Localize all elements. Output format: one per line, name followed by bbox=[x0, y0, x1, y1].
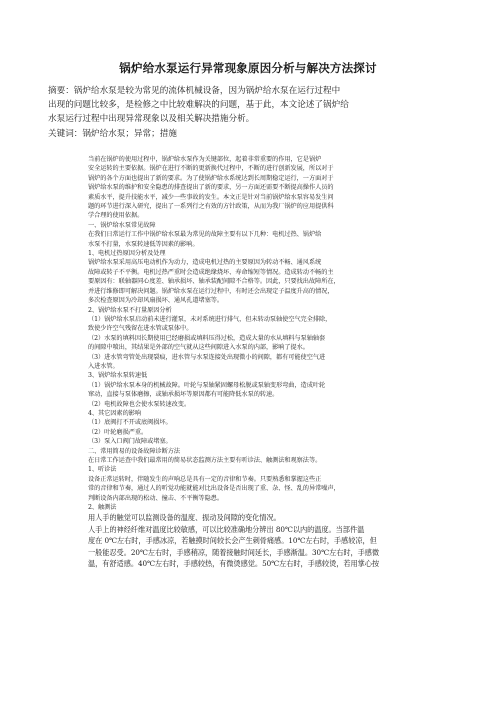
body-line: 安全运转的主要依据。锅炉在进行不断的更新换代过程中，不断的进行创新发展，所以对于 bbox=[88, 165, 334, 173]
abstract-line: 出现的问题比较多，是检修之中比较难解决的问题，基于此，本文论述了锅炉给 bbox=[48, 100, 349, 111]
body-line: 在日常工作运查中我们最常用的简易状态监测方法主要有听诊法、触测法和观察法等。 bbox=[88, 457, 322, 464]
abstract-line: 水泵运行过程中出现异常现象以及相关解决措施分析。 bbox=[48, 114, 255, 125]
abstract-line: 摘要：锅炉给水泵是较为常见的流体机械设备，因为锅炉给水泵在运行过程中 bbox=[48, 86, 341, 96]
section-heading: 一、锅炉给水泵常见故障 bbox=[88, 221, 156, 229]
body-line: （2）水泵的填料因长期使用已经磨损或填料压得过松，造成大量的水从填料与泵轴轴套 bbox=[88, 334, 326, 342]
section-heading: 1、听诊法 bbox=[88, 466, 117, 474]
body-line: （3）泵入口阀门故障或堵塞。 bbox=[88, 438, 172, 446]
body-line: 设备正常运转时，伴随发生的声响总是具有一定的音律和节奏。只要熟悉和掌握这些正 bbox=[88, 475, 322, 483]
section-heading: 二、常用简易的设备故障诊断方法 bbox=[88, 447, 181, 455]
body-line: 多次检查原因为冷却风扇损坏、通风孔道堵塞等。 bbox=[88, 297, 224, 305]
body-line: 学合理的使用依据。 bbox=[88, 212, 144, 220]
body-text bbox=[88, 155, 410, 569]
section-heading: 4、其它因素的影响 bbox=[88, 409, 141, 417]
body-line: 温，有舒适感。40℃左右时，手感较热，有微烫感觉。50℃左右时，手感较烫，若用掌心按 bbox=[88, 559, 380, 569]
body-line: 当前在锅炉的使用过程中，锅炉给水泵作为关键部位，起着非常重要的作用，它是锅炉 bbox=[88, 156, 322, 163]
section-heading: 3、锅炉给水泵转速低 bbox=[88, 372, 148, 380]
body-line: 入进水管。 bbox=[88, 362, 119, 370]
body-line: （3）进水管弯管处出现裂痕，进水管与水泵连接处出现微小的间隙，都有可能使空气进 bbox=[88, 353, 326, 361]
body-line: （1）锅炉给水泵本身的机械故障。叶轮与泵轴紧固螺母松脱或泵轴变形弯曲，造成叶轮 bbox=[88, 381, 326, 389]
body-line: 在我们日常运行工作中锅炉给水泵最为常见的故障主要有以下几种：电机过热、锅炉给 bbox=[88, 231, 322, 239]
body-line: 的间隙中喷出，其结果是外部的空气就从这些间隙进入水泵的内部，影响了提水。 bbox=[88, 344, 309, 352]
keywords-line: 关键词：锅炉给水泵；异常；措施 bbox=[48, 128, 177, 139]
body-line: 人手上的神经纤维对温度比较敏感，可以比较准确地分辨出 80℃以内的温度。当部件温 bbox=[88, 524, 365, 534]
section-heading: 2、锅炉给水泵不打量原因分析 bbox=[88, 306, 172, 314]
body-line: 要原因有：联轴器同心度差、轴承损坏、轴承装配间隙不合格等。因此，只要找出故障所在， bbox=[88, 278, 340, 286]
body-line: 致使少许空气残留在进水管或泵体中。 bbox=[88, 325, 193, 333]
body-line: 常的音律和节奏，通过人的听觉功能就能对比出设备是否出现了重、杂、怪、乱的异常噪声， bbox=[88, 485, 340, 493]
body-line: （2）叶轮磨损严重。 bbox=[88, 428, 148, 436]
document-title: 锅炉给水泵运行异常现象原因分析与解决方法探讨 bbox=[119, 61, 377, 75]
body-line: 窜动，直接与泵体磨擦，或轴承损坏等原因都有可能降低水泵的转速。 bbox=[88, 391, 279, 399]
body-line: 判断设备内部出现的松动、撞击、不平衡等隐患。 bbox=[88, 494, 224, 502]
body-line: 锅炉给水泵的维护和安全隐患的排查提出了新的要求，另一方面还需要不断提高操作人员的 bbox=[88, 184, 334, 192]
body-line: （1）底阀打不开或底阀损坏。 bbox=[88, 419, 172, 427]
body-line: 水泵不打量，水泵转速低等因素的影响。 bbox=[88, 240, 199, 248]
body-line: 度在 0℃左右时，手感冰凉，若触摸时间较长会产生刺骨痛感。10℃左右时，手感较凉，但 bbox=[88, 536, 377, 546]
section-heading: 2、触测法 bbox=[88, 504, 117, 512]
body-line: 故障或转子不平衡。电机过热严重时会造成绝缘烧坏、寿命缩短等情况。造成转动不畅的主 bbox=[88, 268, 334, 276]
body-line: 锅炉的各个方面也提出了新的要求。为了使锅炉给水系统达到长周期稳定运行，一方面对于 bbox=[88, 174, 334, 182]
body-line: 题的环节进行深入研究，提出了一系列行之有效的方针政策，从而为我厂锅炉的应用提供科 bbox=[88, 203, 334, 211]
body-line: （1）锅炉给水泵启动前未进行灌泵，未对系统进行排气，但未转动泵轴使空气完全排除， bbox=[88, 315, 332, 323]
body-line: 用人手的触觉可以监测设备的温度、振动及间隙的变化情况。 bbox=[88, 513, 281, 523]
abstract-block bbox=[48, 84, 448, 141]
body-line: 素质水平，提升技能水平，减少一些事故的发生。本文正是针对当前锅炉给水泵容易发生问 bbox=[88, 193, 334, 201]
section-heading: 1、电机过热原因分析及处理 bbox=[88, 250, 166, 258]
body-line: 并进行维修即可解决问题。锅炉给水泵在运行过程中，有时还会出现定子温度升高的情况， bbox=[88, 287, 334, 295]
body-line: 锅炉给水泵采用高压电动机作为动力，造成电机过热的主要原因为转动不畅、通风系统 bbox=[88, 259, 322, 267]
body-line: 一般能忍受。20℃左右时，手感稍凉，随着接触时间延长，手感渐温。30℃左右时，手感微 bbox=[88, 547, 380, 557]
body-line: （2）电机故障也会使水泵转速改变。 bbox=[88, 400, 191, 408]
